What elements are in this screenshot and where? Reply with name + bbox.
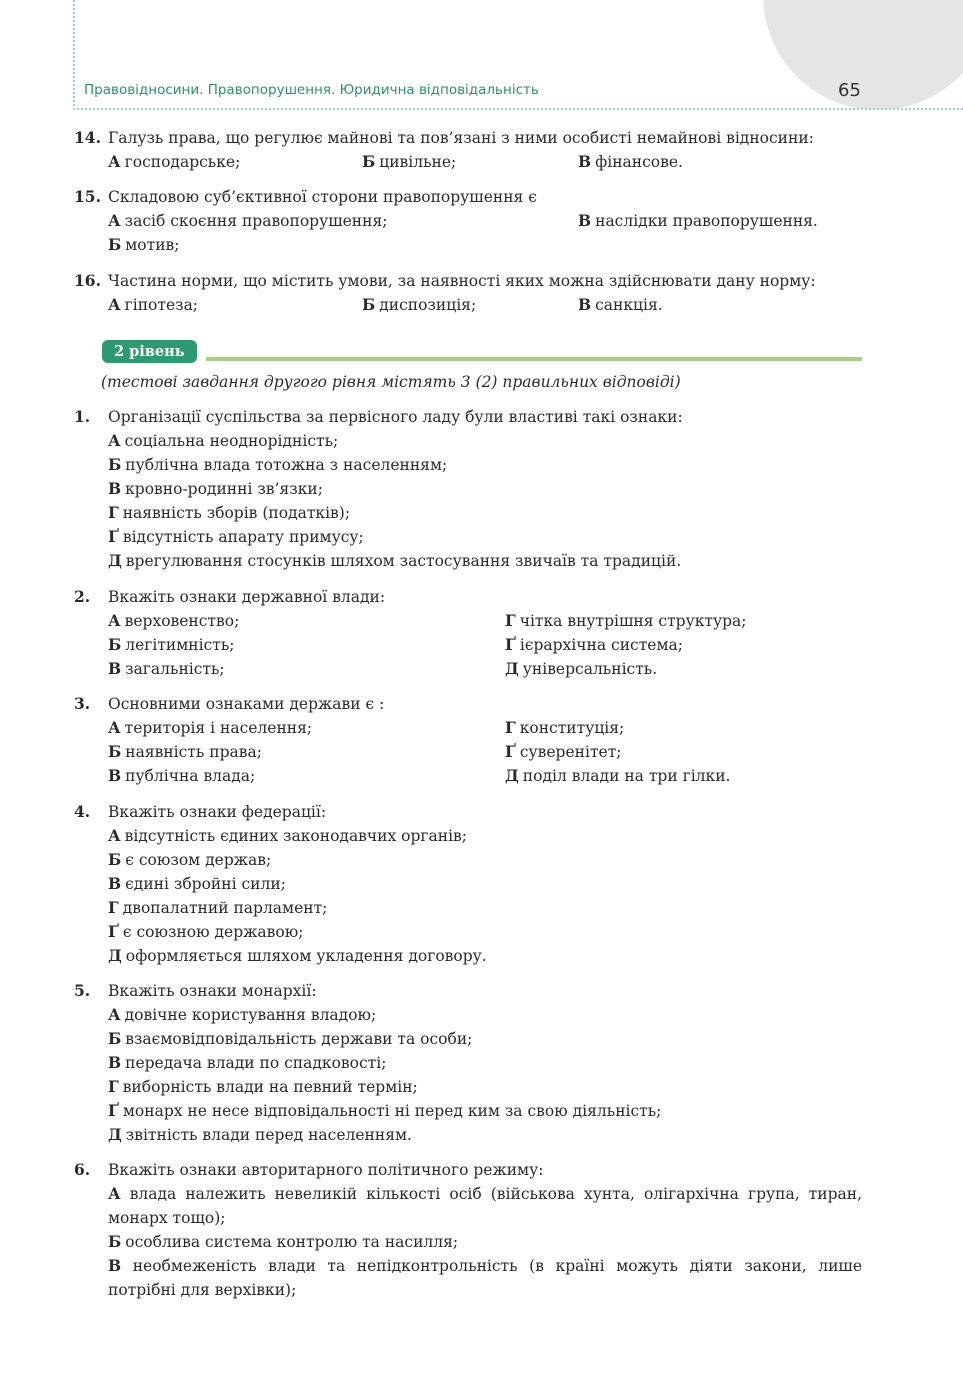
option-b: Б легітимність; <box>108 635 235 654</box>
option-gg: Ґ монарх не несе відповідальності ні перед ким за свою діяльність; <box>108 1101 662 1120</box>
question-number: 1. <box>74 407 91 426</box>
option-a: А господарське; <box>108 152 241 171</box>
option-d: Д звітність влади перед населенням. <box>108 1125 412 1144</box>
question-text: Вкажіть ознаки федерації: <box>108 803 327 821</box>
question-number: 5. <box>74 981 91 1000</box>
question-text: Галузь права, що регулює майнові та пов’язані з ними особисті немайнові відносини: <box>108 129 814 147</box>
level-divider <box>206 357 862 361</box>
option-d: Д універсальність. <box>505 659 658 678</box>
option-c: В наслідки правопорушення. <box>578 211 818 230</box>
option-v: В необмеженість влади та непідконтрольність (в країні можуть діяти закони, лише потрібні для верхівки); <box>108 1256 862 1299</box>
option-b: Б взаємовідповідальність держави та особи; <box>108 1029 473 1048</box>
option-gg: Ґ відсутність апарату примусу; <box>108 527 364 546</box>
question-number: 2. <box>74 587 91 606</box>
question-text: Складовою суб’єктивної сторони правопорушення є <box>108 188 537 206</box>
option-a: А верховенство; <box>108 611 240 630</box>
option-a: А відсутність єдиних законодавчих органів; <box>108 826 468 845</box>
option-gg: Ґ ієрархічна система; <box>505 635 683 654</box>
option-gg: Ґ суверенітет; <box>505 742 622 761</box>
option-g: Г двопалатний парламент; <box>108 898 328 917</box>
option-g: Г наявність зборів (податків); <box>108 503 351 522</box>
option-v: В публічна влада; <box>108 766 256 785</box>
page-number: 65 <box>838 80 861 101</box>
question-text: Вкажіть ознаки авторитарного політичного режиму: <box>108 1161 544 1179</box>
option-d: Д врегулювання стосунків шляхом застосування звичаїв та традицій. <box>108 551 682 570</box>
running-title: Правовідносини. Правопорушення. Юридична відповідальність <box>84 82 539 98</box>
option-d: Д поділ влади на три гілки. <box>505 766 731 785</box>
question-number: 16. <box>74 271 101 290</box>
option-g: Г конституція; <box>505 718 625 737</box>
level-badge: 2 рівень <box>102 340 197 363</box>
option-a: А довічне користування владою; <box>108 1005 377 1024</box>
option-a: А засіб скоєння правопорушення; <box>108 211 388 230</box>
option-b: Б диспозиція; <box>362 295 477 314</box>
question-number: 3. <box>74 694 91 713</box>
question-number: 15. <box>74 187 101 206</box>
option-v: В кровно-родинні зв’язки; <box>108 479 323 498</box>
question-number: 14. <box>74 128 101 147</box>
option-g: Г чітка внутрішня структура; <box>505 611 747 630</box>
question-text: Організації суспільства за первісного ладу були властиві такі ознаки: <box>108 408 683 426</box>
margin-guide-vertical <box>73 0 75 110</box>
option-gg: Ґ є союзною державою; <box>108 922 304 941</box>
option-a: А гіпотеза; <box>108 295 199 314</box>
option-b: Б наявність права; <box>108 742 262 761</box>
option-b: Б цивільне; <box>362 152 457 171</box>
question-text: Основними ознаками держави є : <box>108 695 385 713</box>
option-b: Б публічна влада тотожна з населенням; <box>108 455 448 474</box>
question-text: Частина норми, що містить умови, за наявності яких можна здійснювати дану норму: <box>108 272 816 290</box>
option-g: Г виборність влади на певний термін; <box>108 1077 418 1096</box>
option-b: Б є союзом держав; <box>108 850 272 869</box>
corner-decoration <box>763 0 963 110</box>
option-b: Б мотив; <box>108 235 180 254</box>
question-number: 4. <box>74 802 91 821</box>
question-text: Вкажіть ознаки монархії: <box>108 982 317 1000</box>
question-text: Вкажіть ознаки державної влади: <box>108 588 386 606</box>
option-d: Д оформляється шляхом укладення договору. <box>108 946 487 965</box>
option-v: В загальність; <box>108 659 225 678</box>
option-c: В фінансове. <box>578 152 683 171</box>
option-v: В передача влади по спадковості; <box>108 1053 387 1072</box>
option-a: А влада належить невеликій кількості осіб (військова хунта, олігархічна група, тиран, монарх тощо); <box>108 1184 862 1227</box>
question-number: 6. <box>74 1160 91 1179</box>
header-divider <box>73 108 963 110</box>
option-a: А територія і населення; <box>108 718 313 737</box>
option-v: В єдині збройні сили; <box>108 874 286 893</box>
level-note: (тестові завдання другого рівня містять 3 (2) правильних відповіді) <box>101 373 681 391</box>
option-b: Б особлива система контролю та насилля; <box>108 1232 459 1251</box>
option-c: В санкція. <box>578 295 663 314</box>
option-a: А соціальна неоднорідність; <box>108 431 339 450</box>
